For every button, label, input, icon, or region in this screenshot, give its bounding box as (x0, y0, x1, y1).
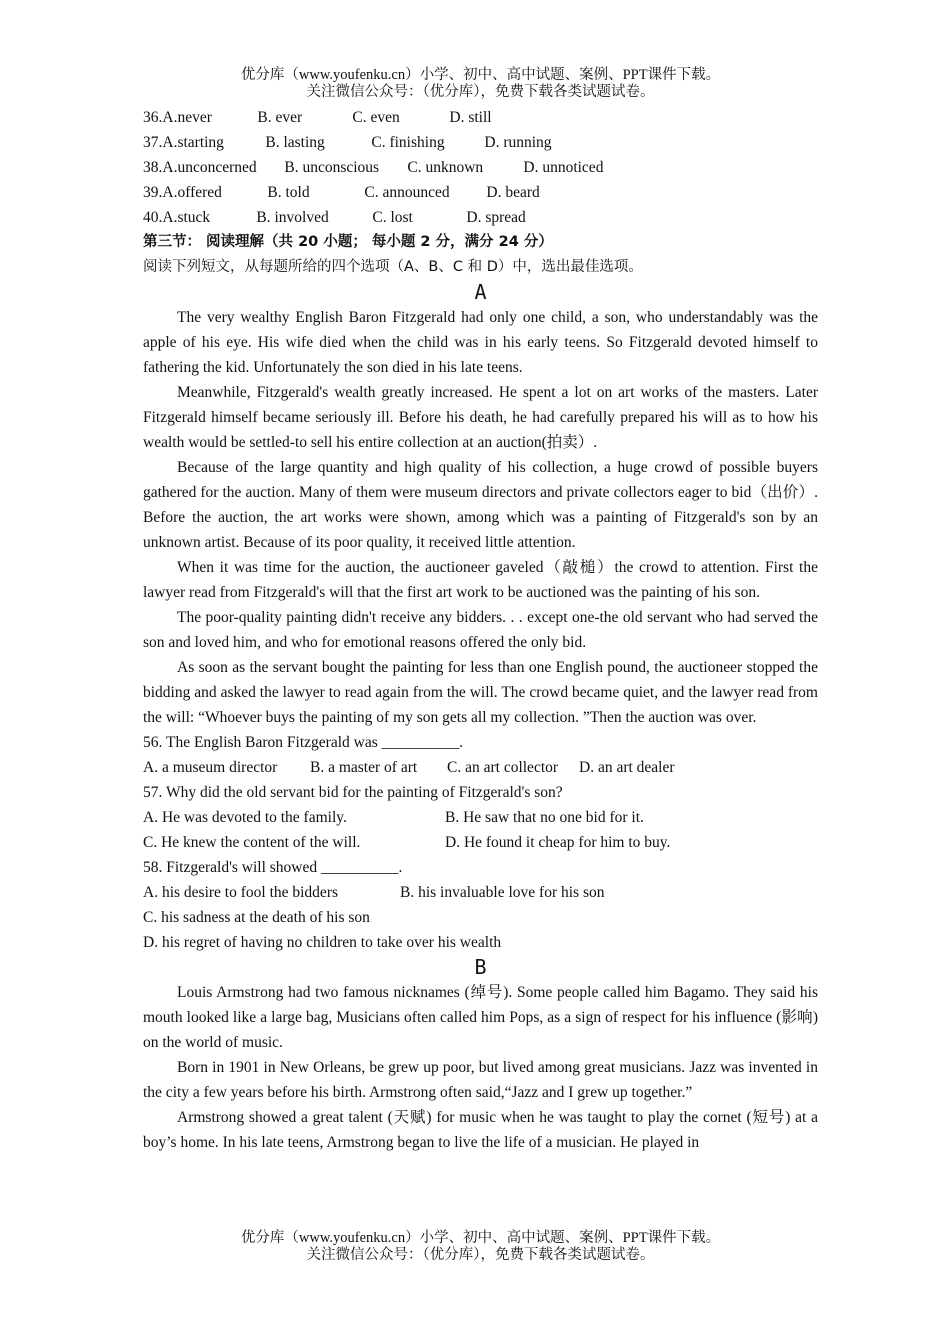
question-options (143, 880, 818, 905)
passage-b-paragraph: Armstrong showed a great talent (天赋) for music when he was taught to play the cornet (短号) at a boy’s home. In his late teens, Armstrong began to live the life of a musician. He played in (143, 1109, 818, 1151)
question-options (143, 830, 818, 855)
passage-b-paragraph: Born in 1901 in New Orleans, be grew up poor, but lived among great musicians. Jazz was invented in the city a few years before his birth. Armstrong often said,“Jazz and I grew up together.” (143, 1059, 818, 1101)
option-d: D. unnoticed (523, 159, 604, 176)
option-d: D. beard (486, 184, 540, 201)
cloze-number: 38. (143, 159, 163, 176)
page-footer (143, 1230, 818, 1264)
option-c: C. announced (364, 184, 450, 201)
option-d: D. his regret of having no children to take over his wealth (143, 934, 502, 951)
option-c: C. He knew the content of the will. (143, 834, 361, 851)
option-a: A.never (162, 109, 212, 126)
option-a: A. a museum director (143, 759, 278, 776)
option-a: A. his desire to fool the bidders (143, 884, 339, 901)
passage-a-paragraph: As soon as the servant bought the painting for less than one English pound, the auctioneer stopped the bidding and asked the lawyer to read again from the will. The crowd became quiet, and the lawyer read from the will: “Whoever buys the painting of my son gets all my collection. ”Then the auction was over. (143, 659, 818, 726)
option-d: D. spread (466, 209, 526, 226)
passage-b-label: B (474, 955, 487, 979)
cloze-number: 37. (143, 134, 163, 151)
question-options (143, 805, 818, 830)
option-d: D. He found it cheap for him to buy. (445, 834, 671, 851)
cloze-number: 39. (143, 184, 163, 201)
option-c: C. finishing (371, 134, 445, 151)
option-b: B. told (267, 184, 310, 201)
passage-a-paragraph: When it was time for the auction, the auctioneer gaveled（敲槌）the crowd to attention. First the lawyer read from Fitzgerald's will that the first art work to be auctioned was the painting of his son. (143, 559, 818, 601)
option-d: D. an art dealer (579, 759, 675, 776)
passage-a-paragraph: The poor-quality painting didn't receive any bidders. . . except one-the old servant who had served the son and loved him, and who for emotional reasons offered the only bid. (143, 609, 818, 651)
option-b: B. a master of art (310, 759, 418, 776)
cloze-row-38 (143, 155, 818, 180)
option-b: B. unconscious (284, 159, 380, 176)
passage-a-label: A (474, 280, 487, 304)
page-header (143, 67, 818, 101)
option-c: C. his sadness at the death of his son (143, 909, 370, 926)
option-a: A.stuck (162, 209, 211, 226)
option-b: B. lasting (265, 134, 325, 151)
section-instruction: 阅读下列短文，从每题所给的四个选项（A、B、C 和 D）中，选出最佳选项。 (143, 259, 643, 275)
option-a: A.offered (162, 184, 222, 201)
footer-line-2: 关注微信公众号：（优分库），免费下载各类试题试卷。 (306, 1247, 655, 1263)
question-58 (143, 855, 818, 955)
cloze-row-40 (143, 205, 818, 230)
option-b: B. ever (257, 109, 303, 126)
question-56 (143, 730, 818, 780)
option-c: C. even (352, 109, 400, 126)
passage-a-paragraph: Because of the large quantity and high quality of his collection, a huge crowd of possible buyers gathered for the auction. Many of them were museum directors and private collectors eager to bid（出价）. Before the auction, the art works were shown, among which was a painting of Fitzgerald's son by an unknown artist. Because of its poor quality, it received little attention. (143, 459, 818, 551)
cloze-number: 36. (143, 109, 163, 126)
cloze-row-36 (143, 105, 818, 130)
question-options (143, 755, 818, 780)
option-c: C. an art collector (447, 759, 559, 776)
question-stem: 56. The English Baron Fitzgerald was __________. (143, 734, 464, 751)
option-d: D. running (484, 134, 552, 151)
cloze-options (143, 105, 818, 230)
passage-a-paragraph: Meanwhile, Fitzgerald's wealth greatly increased. He spent a lot on art works of the masters. Later Fitzgerald himself became seriously ill. Before his death, he had carefully prepared his will as to how his wealth would be settled-to sell his entire collection at an auction(拍卖）. (143, 384, 818, 451)
option-c: C. unknown (407, 159, 484, 176)
passage-b-paragraph: Louis Armstrong had two famous nicknames (绰号). Some people called him Bagamo. They said his mouth looked like a large bag, Musicians often called him Pops, as a sign of respect for his influence (影响) on the world of music. (143, 984, 818, 1051)
header-line-1: 优分库（www.youfenku.cn）小学、初中、高中试题、案例、PPT课件下载。 (240, 67, 721, 83)
passage-a-paragraph: The very wealthy English Baron Fitzgerald had only one child, a son, who understandably was the apple of his eye. His wife died when the child was in his early teens. So Fitzgerald devoted himself to fathering the kid. Unfortunately the son died in his late teens. (143, 309, 818, 376)
option-a: A. He was devoted to the family. (143, 809, 347, 826)
exam-content (143, 105, 818, 1155)
header-line-2: 关注微信公众号：（优分库），免费下载各类试题试卷。 (306, 84, 655, 100)
cloze-row-39 (143, 180, 818, 205)
option-b: B. his invaluable love for his son (400, 884, 605, 901)
question-stem: 58. Fitzgerald's will showed __________. (143, 859, 403, 876)
option-a: A.unconcerned (162, 159, 257, 176)
option-b: B. He saw that no one bid for it. (445, 809, 644, 826)
question-57 (143, 780, 818, 855)
question-stem: 57. Why did the old servant bid for the painting of Fitzgerald's son? (143, 784, 563, 801)
cloze-number: 40. (143, 209, 163, 226)
cloze-row-37 (143, 130, 818, 155)
option-a: A.starting (162, 134, 224, 151)
footer-line-1: 优分库（www.youfenku.cn）小学、初中、高中试题、案例、PPT课件下载。 (240, 1230, 721, 1246)
option-b: B. involved (256, 209, 329, 226)
option-c: C. lost (372, 209, 413, 226)
section-title: 第三节： 阅读理解（共 20 小题； 每小题 2 分，满分 24 分） (143, 234, 553, 250)
option-d: D. still (449, 109, 492, 126)
